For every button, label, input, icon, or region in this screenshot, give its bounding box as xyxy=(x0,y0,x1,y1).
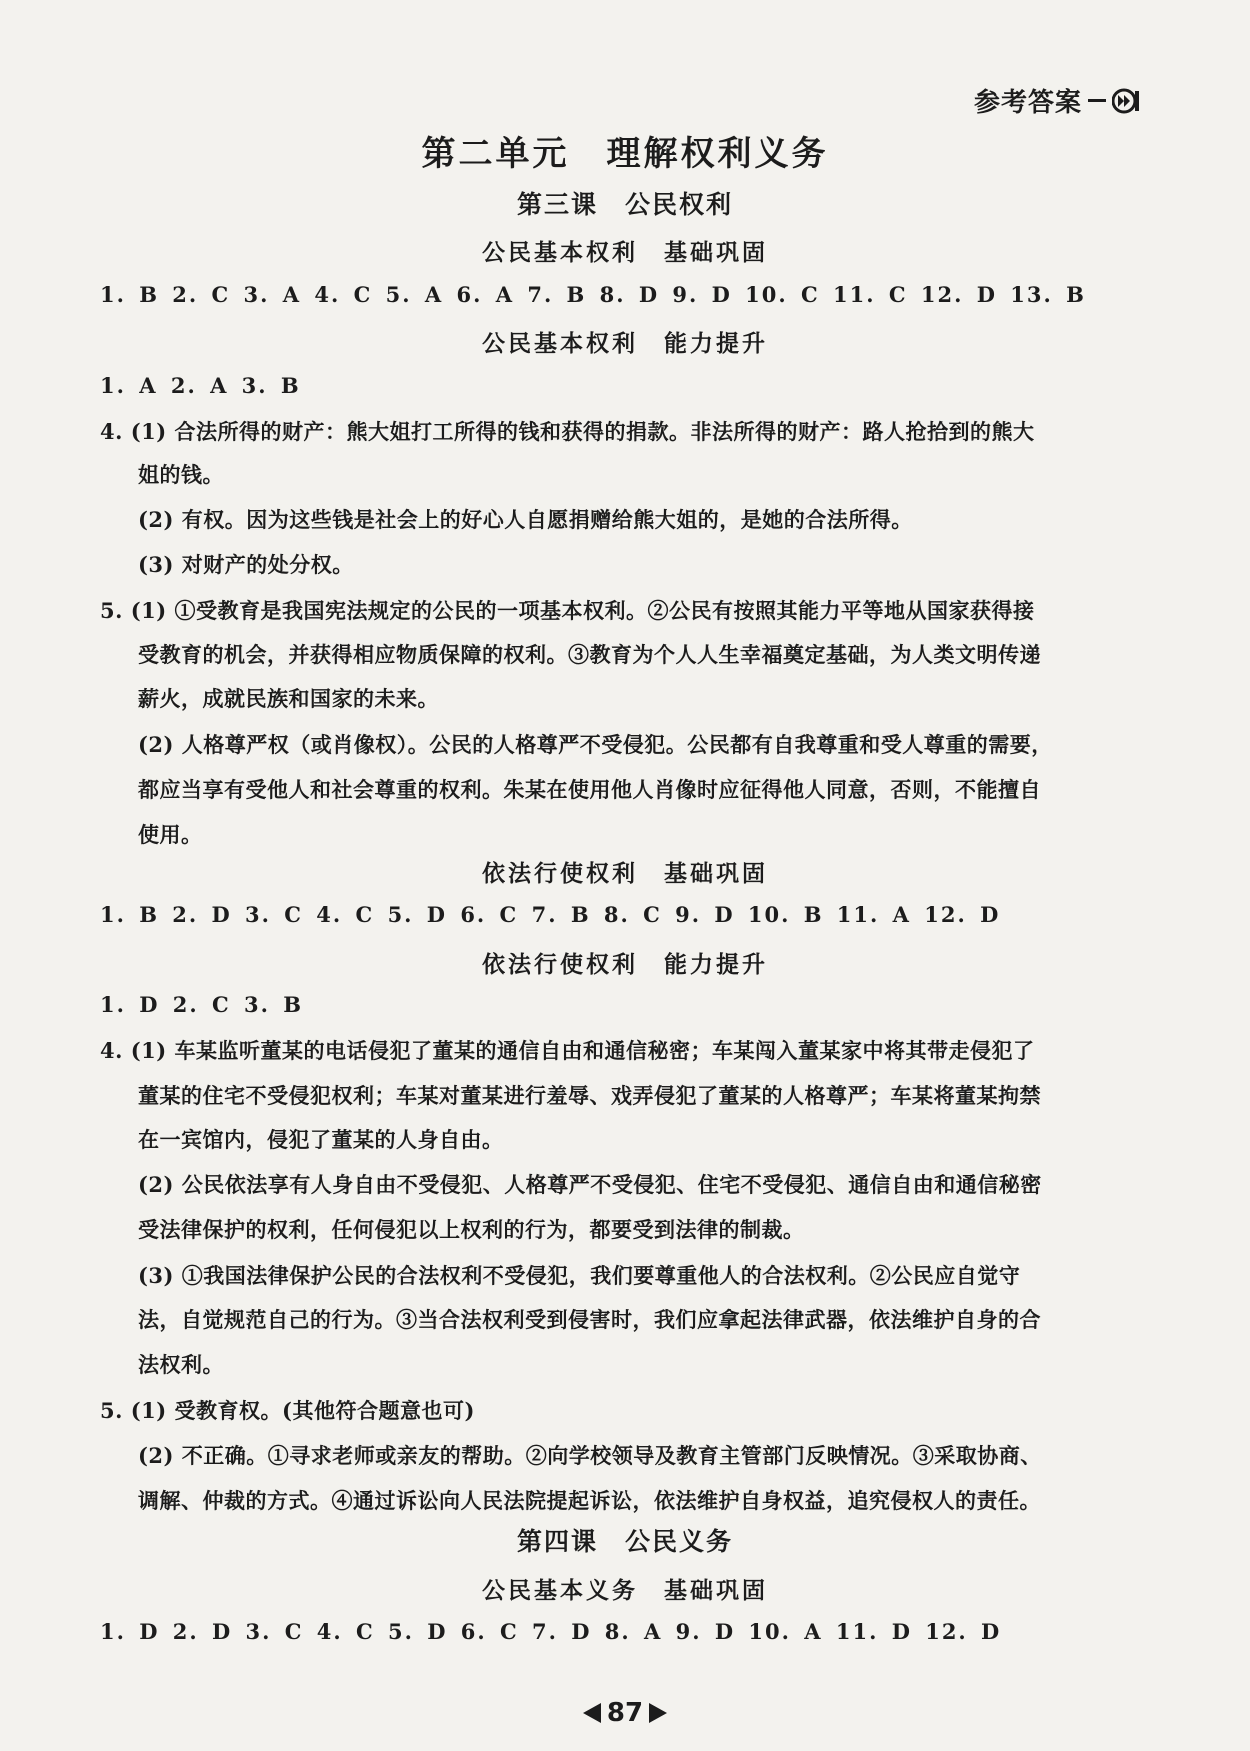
answer-text-line: 4. (1) 车某监听董某的电话侵犯了董某的通信自由和通信秘密；车某闯入董某家中将其带走侵犯了 xyxy=(100,1038,1035,1063)
lesson-title-3: 第三课 公民权利 xyxy=(516,190,733,219)
answer-text-line: 都应当享有受他人和社会尊重的权利。朱某在使用他人肖像时应征得他人同意，否则，不能擅自 xyxy=(138,777,1041,802)
answer-text-line: (3) ①我国法律保护公民的合法权利不受侵犯，我们要尊重他人的合法权利。②公民应自觉守 xyxy=(138,1263,1021,1288)
answer-row: 1. A 2. A 3. B xyxy=(100,373,301,398)
fast-forward-icon xyxy=(1112,88,1140,114)
answer-text-line: 受法律保护的权利，任何侵犯以上权利的行为，都要受到法律的制裁。 xyxy=(138,1217,805,1242)
section-title-exercise-rights-foundation: 依法行使权利 基础巩固 xyxy=(482,860,768,887)
header-label: 参考答案 xyxy=(973,88,1082,118)
section-title-basic-duties-foundation: 公民基本义务 基础巩固 xyxy=(482,1577,768,1604)
header-dash xyxy=(1088,99,1106,102)
next-arrow-icon xyxy=(649,1703,667,1723)
header-tag xyxy=(974,82,1140,119)
unit-title: 第二单元 理解权利义务 xyxy=(421,134,829,174)
answer-text-line: 受教育的机会，并获得相应物质保障的权利。③教育为个人人生幸福奠定基础，为人类文明传递 xyxy=(138,642,1041,667)
answer-text-line: 法权利。 xyxy=(138,1352,224,1377)
answer-text-line: 4. (1) 合法所得的财产：熊大姐打工所得的钱和获得的捐款。非法所得的财产：路人抢拾到的熊大 xyxy=(100,419,1035,444)
answer-text-line: 使用。 xyxy=(138,822,203,847)
answer-text-line: 5. (1) 受教育权。(其他符合题意也可) xyxy=(100,1398,475,1423)
answer-text-line: 薪火，成就民族和国家的未来。 xyxy=(138,686,439,711)
answer-row: 1. B 2. C 3. A 4. C 5. A 6. A 7. B 8. D 9. D 10. C 11. C 12. D 13. B xyxy=(100,282,1086,307)
answer-row: 1. D 2. D 3. C 4. C 5. D 6. C 7. D 8. A 9. D 10. A 11. D 12. D xyxy=(100,1619,1002,1644)
answer-text-line: 在一宾馆内，侵犯了董某的人身自由。 xyxy=(138,1127,504,1152)
answer-text-line: 董某的住宅不受侵犯权利；车某对董某进行羞辱、戏弄侵犯了董某的人格尊严；车某将董某拘禁 xyxy=(138,1083,1041,1108)
page-number-text: 87 xyxy=(606,1698,644,1728)
prev-arrow-icon xyxy=(583,1703,601,1723)
answer-row: 1. B 2. D 3. C 4. C 5. D 6. C 7. B 8. C 9. D 10. B 11. A 12. D xyxy=(100,902,1001,927)
answer-row: 1. D 2. C 3. B xyxy=(100,992,303,1017)
answer-text-line: 法，自觉规范自己的行为。③当合法权利受到侵害时，我们应拿起法律武器，依法维护自身的合 xyxy=(138,1307,1041,1332)
answer-text-line: 调解、仲裁的方式。④通过诉讼向人民法院提起诉讼，依法维护自身权益，追究侵权人的责任。 xyxy=(138,1488,1041,1513)
section-title-basic-rights-foundation: 公民基本权利 基础巩固 xyxy=(482,239,768,266)
section-title-exercise-rights-advanced: 依法行使权利 能力提升 xyxy=(482,951,768,978)
answer-text-line: (2) 有权。因为这些钱是社会上的好心人自愿捐赠给熊大姐的，是她的合法所得。 xyxy=(138,507,913,532)
answer-text-line: 姐的钱。 xyxy=(138,462,224,487)
answer-text-line: (2) 人格尊严权（或肖像权）。公民的人格尊严不受侵犯。公民都有自我尊重和受人尊重的需要， xyxy=(138,732,1053,757)
lesson-title-4: 第四课 公民义务 xyxy=(516,1527,733,1556)
answer-text-line: (3) 对财产的处分权。 xyxy=(138,552,354,577)
answer-text-line: (2) 不正确。①寻求老师或亲友的帮助。②向学校领导及教育主管部门反映情况。③采取协商、 xyxy=(138,1443,1042,1468)
answer-text-line: 5. (1) ①受教育是我国宪法规定的公民的一项基本权利。②公民有按照其能力平等地从国家获得接 xyxy=(100,598,1035,623)
section-title-basic-rights-advanced: 公民基本权利 能力提升 xyxy=(482,330,768,357)
answer-text-line: (2) 公民依法享有人身自由不受侵犯、人格尊严不受侵犯、住宅不受侵犯、通信自由和通信秘密 xyxy=(138,1172,1042,1197)
page-number xyxy=(0,1698,1250,1728)
